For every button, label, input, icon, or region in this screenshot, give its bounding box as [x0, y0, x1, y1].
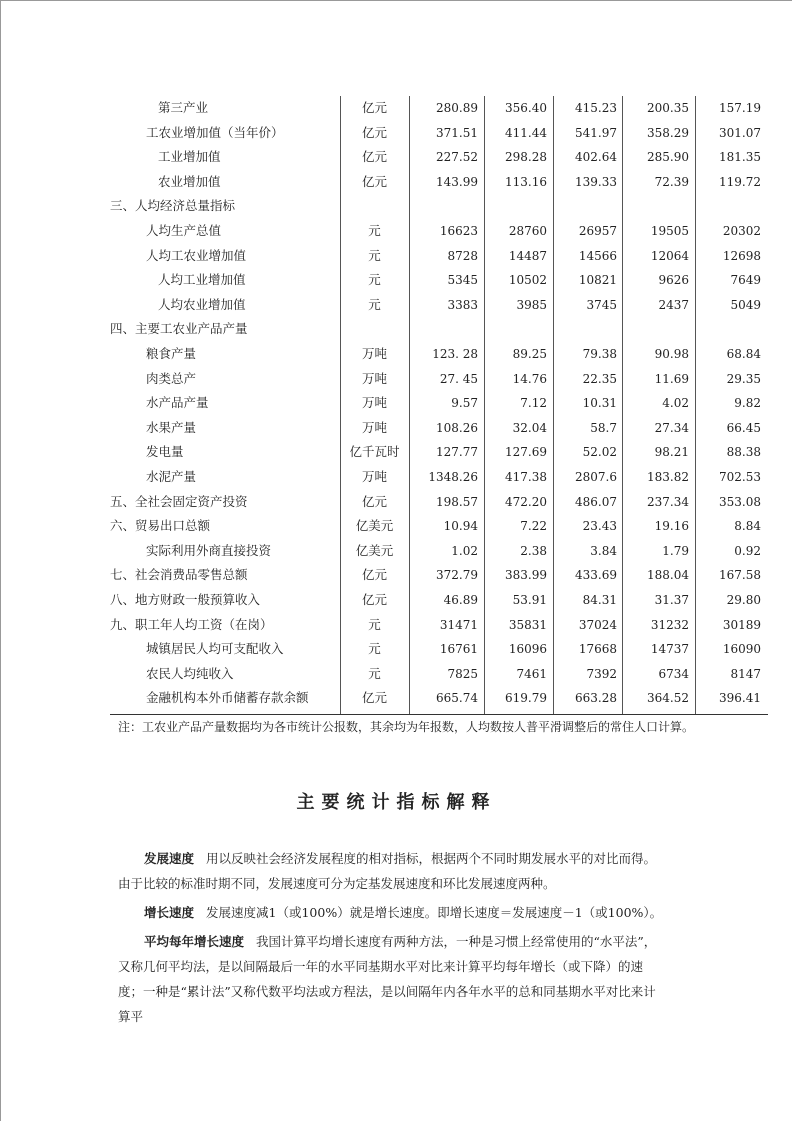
term-text: 发展速度减1（或100%）就是增长速度。即增长速度＝发展速度－1（或100%）。 — [206, 905, 663, 920]
cell-value: 702.53 — [719, 470, 761, 484]
cell-value: 7392 — [586, 666, 617, 681]
table-row — [110, 344, 770, 364]
row-unit: 亿元 — [361, 690, 387, 706]
cell-value: 10.94 — [443, 519, 478, 534]
cell-value: 72.39 — [654, 174, 689, 189]
row-label: 七、社会消费品零售总额 — [110, 567, 248, 583]
cell-value: 58.7 — [590, 420, 617, 435]
cell-value: 2807.6 — [575, 470, 617, 484]
row-unit: 亿元 — [361, 149, 387, 165]
term-text: 我国计算平均增长速度有两种方法，一种是习惯上经常使用的“水平法”，又称几何平均法，是以间隔最后一年的水平同基期水平对比来计算平均每年增长（或下降）的速度；一种是“累计法”又称代数平均法或方程法，是以间隔年内各年水平的总和同基期水平对比来计算平 — [118, 934, 657, 1024]
row-unit: 亿元 — [361, 173, 387, 189]
cell-value: 123. 28 — [432, 347, 478, 361]
cell-value: 52.02 — [582, 445, 617, 460]
cell-value: 16096 — [508, 642, 547, 657]
row-unit: 元 — [368, 296, 381, 312]
table-row — [110, 516, 770, 536]
cell-value: 9626 — [658, 273, 689, 288]
table-row — [110, 418, 770, 438]
row-unit: 亿元 — [361, 100, 387, 115]
table-row — [110, 221, 770, 241]
cell-value: 29.80 — [726, 593, 761, 607]
row-label: 人均生产总值 — [146, 223, 222, 238]
cell-value: 541.97 — [575, 125, 617, 140]
table-row — [110, 319, 770, 339]
cell-value: 30189 — [722, 617, 761, 632]
cell-value: 20302 — [722, 224, 761, 238]
cell-value: 415.23 — [575, 101, 617, 115]
cell-value: 396.41 — [719, 691, 761, 706]
row-unit: 元 — [368, 641, 381, 657]
table-row — [110, 492, 770, 512]
row-label: 工农业增加值（当年价） — [146, 124, 284, 140]
cell-value: 98.21 — [654, 445, 689, 460]
paragraph-development-speed — [118, 846, 663, 896]
cell-value: 32.04 — [512, 420, 547, 435]
cell-value: 8147 — [730, 666, 761, 681]
cell-value: 3985 — [516, 297, 547, 312]
cell-value: 364.52 — [647, 691, 689, 706]
table-row — [110, 615, 770, 635]
cell-value: 1.02 — [451, 543, 478, 558]
row-unit: 万吨 — [361, 469, 387, 484]
cell-value: 665.74 — [436, 691, 478, 706]
cell-value: 5049 — [730, 297, 761, 312]
table-row — [110, 295, 770, 315]
table-row — [110, 590, 770, 610]
cell-value: 200.35 — [647, 101, 689, 115]
cell-value: 7825 — [447, 666, 478, 681]
table-row — [110, 541, 770, 561]
cell-value: 27.34 — [654, 420, 689, 435]
cell-value: 9.57 — [451, 396, 478, 411]
cell-value: 46.89 — [443, 593, 478, 607]
row-unit: 亿元 — [361, 124, 387, 140]
term-label: 增长速度 — [144, 905, 195, 920]
row-unit: 万吨 — [361, 346, 387, 361]
cell-value: 35831 — [508, 617, 547, 632]
cell-value: 90.98 — [654, 347, 689, 361]
table-row — [110, 369, 770, 389]
cell-value: 22.35 — [582, 371, 617, 386]
cell-value: 188.04 — [647, 568, 689, 583]
cell-value: 227.52 — [436, 150, 478, 165]
table-row — [110, 98, 770, 118]
row-label: 金融机构本外币储蓄存款余额 — [146, 690, 309, 706]
cell-value: 9.82 — [734, 396, 761, 411]
cell-value: 433.69 — [575, 568, 617, 583]
cell-value: 19.16 — [654, 519, 689, 534]
cell-value: 10821 — [578, 273, 617, 288]
cell-value: 3745 — [586, 297, 617, 312]
table-bottom-rule — [110, 714, 768, 715]
cell-value: 10502 — [508, 273, 547, 288]
term-label: 发展速度 — [144, 851, 195, 866]
cell-value: 3.84 — [590, 543, 617, 558]
cell-value: 472.20 — [505, 494, 547, 509]
cell-value: 280.89 — [436, 101, 478, 115]
cell-value: 11.69 — [654, 371, 689, 386]
row-label: 三、人均经济总量指标 — [110, 198, 236, 214]
cell-value: 66.45 — [726, 420, 761, 435]
definitions — [118, 846, 663, 1033]
cell-value: 181.35 — [719, 150, 761, 165]
cell-value: 17668 — [578, 642, 617, 657]
cell-value: 14487 — [508, 248, 547, 263]
term-label: 平均每年增长速度 — [144, 934, 245, 949]
cell-value: 6734 — [658, 666, 689, 681]
row-label: 人均工业增加值 — [158, 272, 246, 288]
cell-value: 79.38 — [582, 347, 617, 361]
cell-value: 7.12 — [520, 396, 547, 411]
row-label: 农业增加值 — [158, 173, 221, 189]
cell-value: 16090 — [722, 642, 761, 657]
cell-value: 383.99 — [505, 568, 547, 583]
cell-value: 37024 — [578, 617, 617, 632]
paragraph-growth-speed — [118, 900, 663, 925]
cell-value: 31471 — [439, 617, 478, 632]
cell-value: 88.38 — [726, 445, 761, 460]
cell-value: 183.82 — [647, 470, 689, 484]
cell-value: 2.38 — [520, 543, 547, 558]
cell-value: 237.34 — [647, 494, 689, 509]
table-row — [110, 147, 770, 167]
row-label: 水泥产量 — [146, 469, 197, 484]
row-unit: 万吨 — [361, 419, 387, 435]
row-label: 六、贸易出口总额 — [110, 518, 211, 534]
cell-value: 10.31 — [582, 396, 617, 411]
cell-value: 84.31 — [582, 593, 617, 607]
cell-value: 19505 — [650, 224, 689, 238]
row-unit: 元 — [368, 223, 381, 238]
cell-value: 7.22 — [520, 519, 547, 534]
cell-value: 31232 — [650, 617, 689, 632]
cell-value: 16761 — [439, 642, 478, 657]
cell-value: 167.58 — [719, 568, 761, 583]
cell-value: 2437 — [658, 297, 689, 312]
row-label: 水产品产量 — [146, 395, 209, 411]
cell-value: 27. 45 — [439, 371, 478, 386]
cell-value: 113.16 — [505, 174, 547, 189]
row-label: 九、职工年人均工资（在岗） — [110, 616, 273, 632]
cell-value: 402.64 — [575, 150, 617, 165]
cell-value: 127.77 — [436, 445, 478, 460]
table-row — [110, 196, 770, 216]
row-label: 水果产量 — [146, 419, 197, 435]
table-row — [110, 664, 770, 684]
row-label: 第三产业 — [158, 100, 209, 115]
cell-value: 8728 — [447, 248, 478, 263]
table-row — [110, 442, 770, 462]
row-label: 工业增加值 — [158, 149, 221, 165]
cell-value: 301.07 — [719, 125, 761, 140]
cell-value: 298.28 — [505, 150, 547, 165]
cell-value: 0.92 — [734, 543, 761, 558]
cell-value: 7649 — [730, 273, 761, 288]
table-row — [110, 172, 770, 192]
cell-value: 23.43 — [582, 519, 617, 534]
row-unit: 亿元 — [361, 567, 387, 583]
cell-value: 4.02 — [662, 396, 689, 411]
cell-value: 157.19 — [719, 101, 761, 115]
cell-value: 119.72 — [719, 174, 761, 189]
row-unit: 元 — [368, 247, 381, 263]
cell-value: 89.25 — [512, 347, 547, 361]
table-row — [110, 565, 770, 585]
cell-value: 411.44 — [505, 125, 547, 140]
cell-value: 663.28 — [575, 691, 617, 706]
row-unit: 亿美元 — [355, 518, 394, 534]
cell-value: 14.76 — [512, 371, 547, 386]
table-row — [110, 123, 770, 143]
cell-value: 16623 — [439, 224, 478, 238]
cell-value: 7461 — [516, 666, 547, 681]
cell-value: 3383 — [447, 297, 478, 312]
cell-value: 53.91 — [512, 593, 547, 607]
cell-value: 31.37 — [654, 593, 689, 607]
cell-value: 12064 — [650, 248, 689, 263]
cell-value: 1.79 — [662, 543, 689, 558]
cell-value: 127.69 — [505, 445, 547, 460]
cell-value: 285.90 — [647, 150, 689, 165]
row-label: 人均农业增加值 — [158, 296, 246, 312]
cell-value: 198.57 — [436, 494, 478, 509]
row-unit: 亿美元 — [355, 542, 394, 558]
table-row — [110, 246, 770, 266]
row-unit: 元 — [368, 272, 381, 288]
cell-value: 371.51 — [436, 125, 478, 140]
cell-value: 108.26 — [436, 420, 478, 435]
row-unit: 亿千瓦时 — [349, 444, 400, 460]
row-label: 粮食产量 — [146, 346, 197, 361]
cell-value: 356.40 — [505, 101, 547, 115]
row-unit: 万吨 — [361, 370, 387, 386]
table-row — [110, 688, 770, 708]
table-row — [110, 467, 770, 487]
row-label: 实际利用外商直接投资 — [146, 542, 272, 558]
cell-value: 358.29 — [647, 125, 689, 140]
term-text: 用以反映社会经济发展程度的相对指标，根据两个不同时期发展水平的对比而得。由于比较的标准时期不同，发展速度可分为定基发展速度和环比发展速度两种。 — [118, 851, 657, 891]
row-label: 肉类总产 — [146, 370, 197, 386]
cell-value: 14737 — [650, 642, 689, 657]
row-label: 发电量 — [146, 444, 184, 460]
cell-value: 28760 — [508, 224, 547, 238]
table-row — [110, 393, 770, 413]
row-label: 八、地方财政一般预算收入 — [110, 592, 261, 607]
cell-value: 619.79 — [505, 691, 547, 706]
cell-value: 29.35 — [726, 371, 761, 386]
table-row — [110, 270, 770, 290]
table-row — [110, 639, 770, 659]
paragraph-average-growth — [118, 929, 663, 1029]
row-label: 四、主要工农业产品产量 — [110, 321, 248, 337]
cell-value: 417.38 — [505, 470, 547, 484]
cell-value: 14566 — [578, 248, 617, 263]
cell-value: 372.79 — [436, 568, 478, 583]
row-label: 五、全社会固定资产投资 — [110, 493, 248, 509]
row-label: 城镇居民人均可支配收入 — [146, 641, 284, 657]
cell-value: 8.84 — [734, 519, 761, 534]
cell-value: 143.99 — [436, 174, 478, 189]
row-label: 人均工农业增加值 — [146, 247, 247, 263]
cell-value: 26957 — [578, 224, 617, 238]
row-unit: 元 — [368, 616, 381, 632]
cell-value: 1348.26 — [428, 470, 478, 484]
row-unit: 万吨 — [361, 395, 387, 411]
cell-value: 486.07 — [575, 494, 617, 509]
row-label: 农民人均纯收入 — [146, 665, 234, 681]
cell-value: 12698 — [722, 248, 761, 263]
table-note: 注：工农业产品产量数据均为各市统计公报数，其余均为年报数，人均数按人普平滑调整后的常住人口计算。 — [118, 720, 695, 734]
row-unit: 元 — [368, 665, 381, 681]
cell-value: 353.08 — [719, 494, 761, 509]
row-unit: 亿元 — [361, 493, 387, 509]
cell-value: 5345 — [447, 273, 478, 288]
cell-value: 139.33 — [575, 174, 617, 189]
cell-value: 68.84 — [726, 347, 761, 361]
section-title: 主要统计指标解释 — [296, 792, 497, 813]
row-unit: 亿元 — [361, 592, 387, 607]
